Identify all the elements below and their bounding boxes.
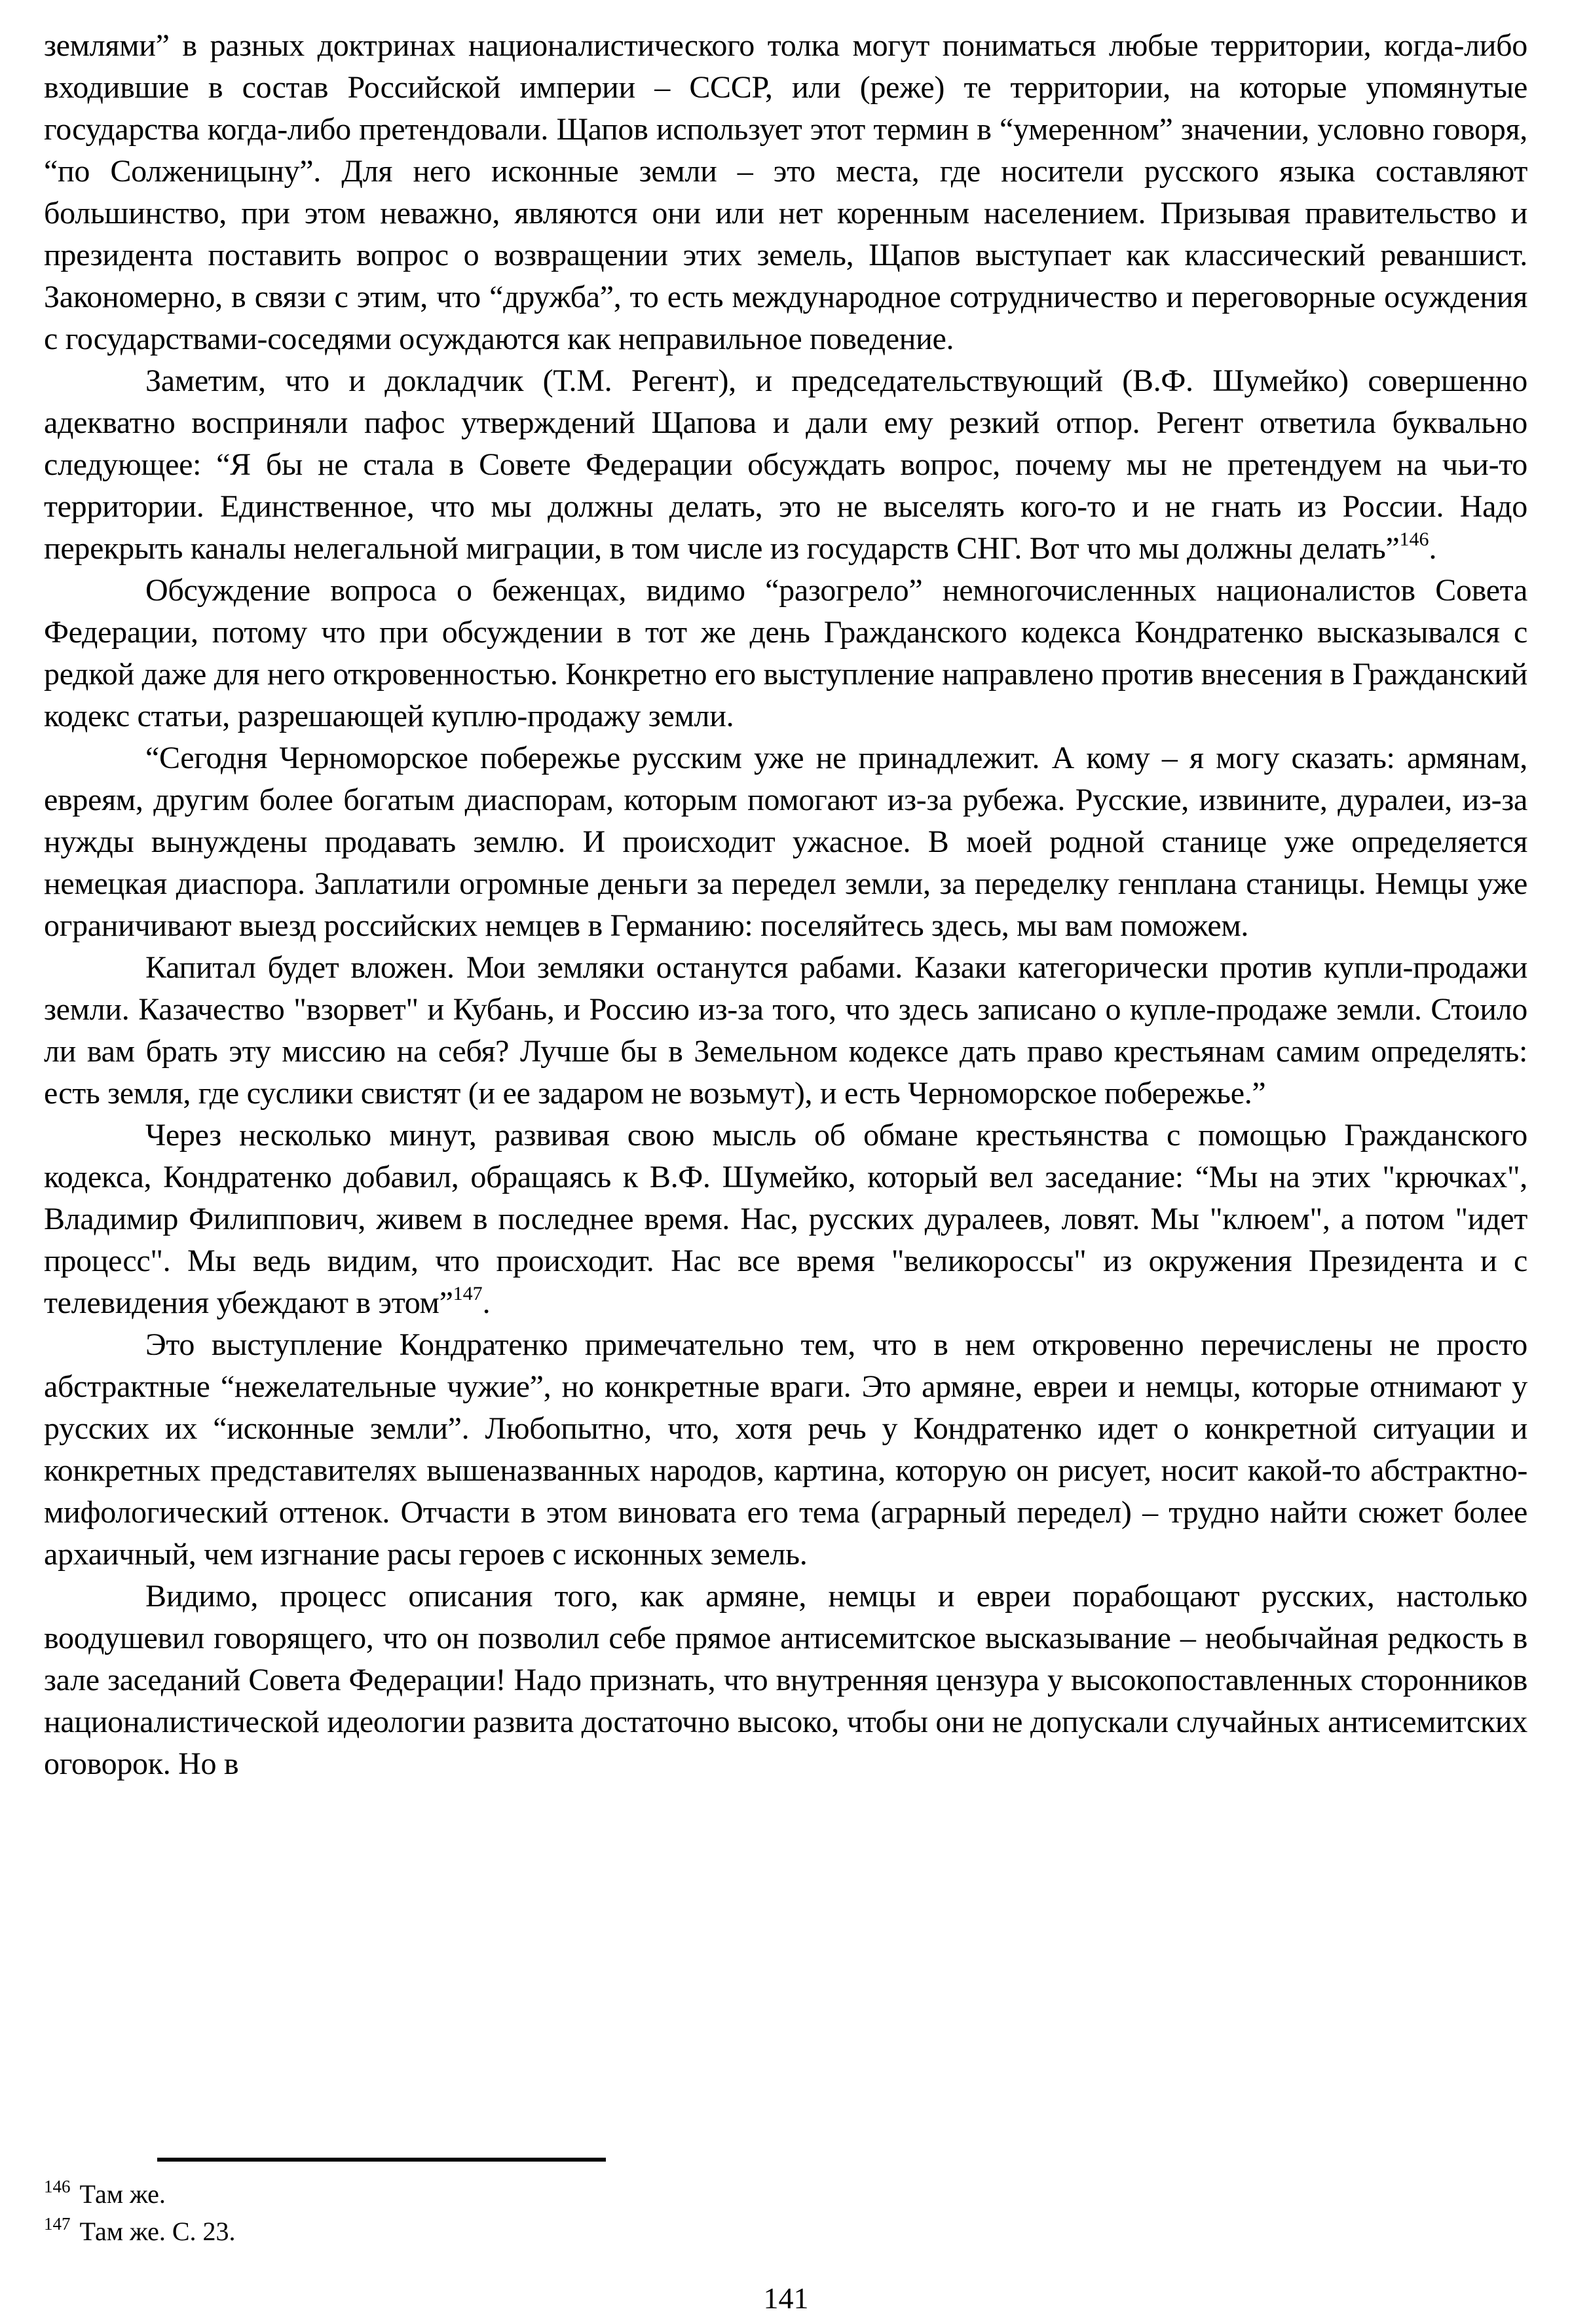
footnote-text: Там же.	[79, 2179, 166, 2209]
paragraph: “Сегодня Черноморское побережье русским уже не принадлежит. А кому – я могу сказать: армянам, евреям, другим более богатым диаспорам, которым помогают из-за рубежа. Русские, извините, дуралеи, из-за нужды вынуждены продавать землю. И происходит ужасное. В моей родной станице уже определяется немецкая диаспора. Заплатили огромные деньги за передел земли, за переделку генплана станицы. Немцы уже ограничивают выезд российских немцев в Германию: поселяйтесь здесь, мы вам поможем.	[44, 741, 1527, 943]
document-body	[44, 25, 1527, 1785]
footnote	[44, 2175, 1527, 2213]
paragraph: Через несколько минут, развивая свою мысль об обмане крестьянства с помощью Гражданского кодекса, Кондратенко добавил, обращаясь к В.Ф. Шумейко, который вел заседание: “Мы на этих "крючках", Владимир Филиппович, живем в последнее время. Нас, русских дуралеев, ловят. Мы "клюем", а потом "идет процесс". Мы ведь видим, что происходит. Нас все время "великороссы" из окружения Президента и с телевидения убеждают в этом”$^{147}$.	[44, 1118, 1527, 1320]
footnote-text: Там же. С. 23.	[79, 2217, 236, 2246]
paragraph: Капитал будет вложен. Мои земляки останутся рабами. Казаки категорически против купли-продажи земли. Казачество "взорвет" и Кубань, и Россию из-за того, что здесь записано о купле-продаже земли. Стоило ли вам брать эту миссию на себя? Лучше бы в Земельном кодексе дать право крестьянам самим определять: есть земля, где суслики свистят (и ее задаром не возьмут), и есть Черноморское побережье.”	[44, 950, 1527, 1111]
footnotes-section	[44, 2175, 1527, 2250]
paragraph: Обсуждение вопроса о беженцах, видимо “разогрело” немногочисленных националистов Совета Федерации, потому что при обсуждении в тот же день Гражданского кодекса Кондратенко высказывался с редкой даже для него откровенностью. Конкретно его выступление направлено против внесения в Гражданский кодекс статьи, разрешающей куплю-продажу земли.	[44, 573, 1527, 733]
footnote-separator	[157, 2158, 606, 2162]
paragraph: Заметим, что и докладчик (Т.М. Регент), и председательствующий (В.Ф. Шумейко) совершенно адекватно восприняли пафос утверждений Щапова и дали ему резкий отпор. Регент ответила буквально следующее: “Я бы не стала в Совете Федерации обсуждать вопрос, почему мы не претендуем на чьи-то территории. Единственное, что мы должны делать, это не выселять кого-то и не гнать из России. Надо перекрыть каналы нелегальной миграции, в том числе из государств СНГ. Вот что мы должны делать”$^{146}$.	[44, 363, 1527, 566]
footnote-ref: 146	[1399, 528, 1429, 550]
footnote	[44, 2213, 1527, 2250]
paragraph: Это выступление Кондратенко примечательно тем, что в нем откровенно перечислены не просто абстрактные “нежелательные чужие”, но конкретные враги. Это армяне, евреи и немцы, которые отнимают у русских их “исконные земли”. Любопытно, что, хотя речь у Кондратенко идет о конкретной ситуации и конкретных представителях вышеназванных народов, картина, которую он рисует, носит какой-то абстрактно-мифологический оттенок. Отчасти в этом виновата его тема (аграрный передел) – трудно найти сюжет более архаичный, чем изгнание расы героев с исконных земель.	[44, 1327, 1527, 1572]
paragraph: землями” в разных доктринах националистического толка могут пониматься любые территории, когда-либо входившие в состав Российской империи – СССР, или (реже) те территории, на которые упомянутые государства когда-либо претендовали. Щапов использует этот термин в “умеренном” значении, условно говоря, “по Солженицыну”. Для него исконные земли – это места, где носители русского языка составляют большинство, при этом неважно, являются они или нет коренным населением. Призывая правительство и президента поставить вопрос о возвращении этих земель, Щапов выступает как классический реваншист. Закономерно, в связи с этим, что “дружба”, то есть международное сотрудничество и переговорные осуждения с государствами-соседями осуждаются как неправильное поведение.	[44, 28, 1527, 356]
footnote-ref: 147	[453, 1283, 483, 1304]
footnote-marker: 146	[44, 2177, 71, 2196]
footnote-marker: 147	[44, 2214, 71, 2234]
paragraph: Видимо, процесс описания того, как армяне, немцы и евреи порабощают русских, настолько воодушевил говорящего, что он позволил себе прямое антисемитское высказывание – необычайная редкость в зале заседаний Совета Федерации! Надо признать, что внутренняя цензура у высокопоставленных сторонников националистической идеологии развита достаточно высоко, чтобы они не допускали случайных антисемитских оговорок. Но в	[44, 1579, 1527, 1781]
page-number: 141	[763, 2281, 809, 2315]
